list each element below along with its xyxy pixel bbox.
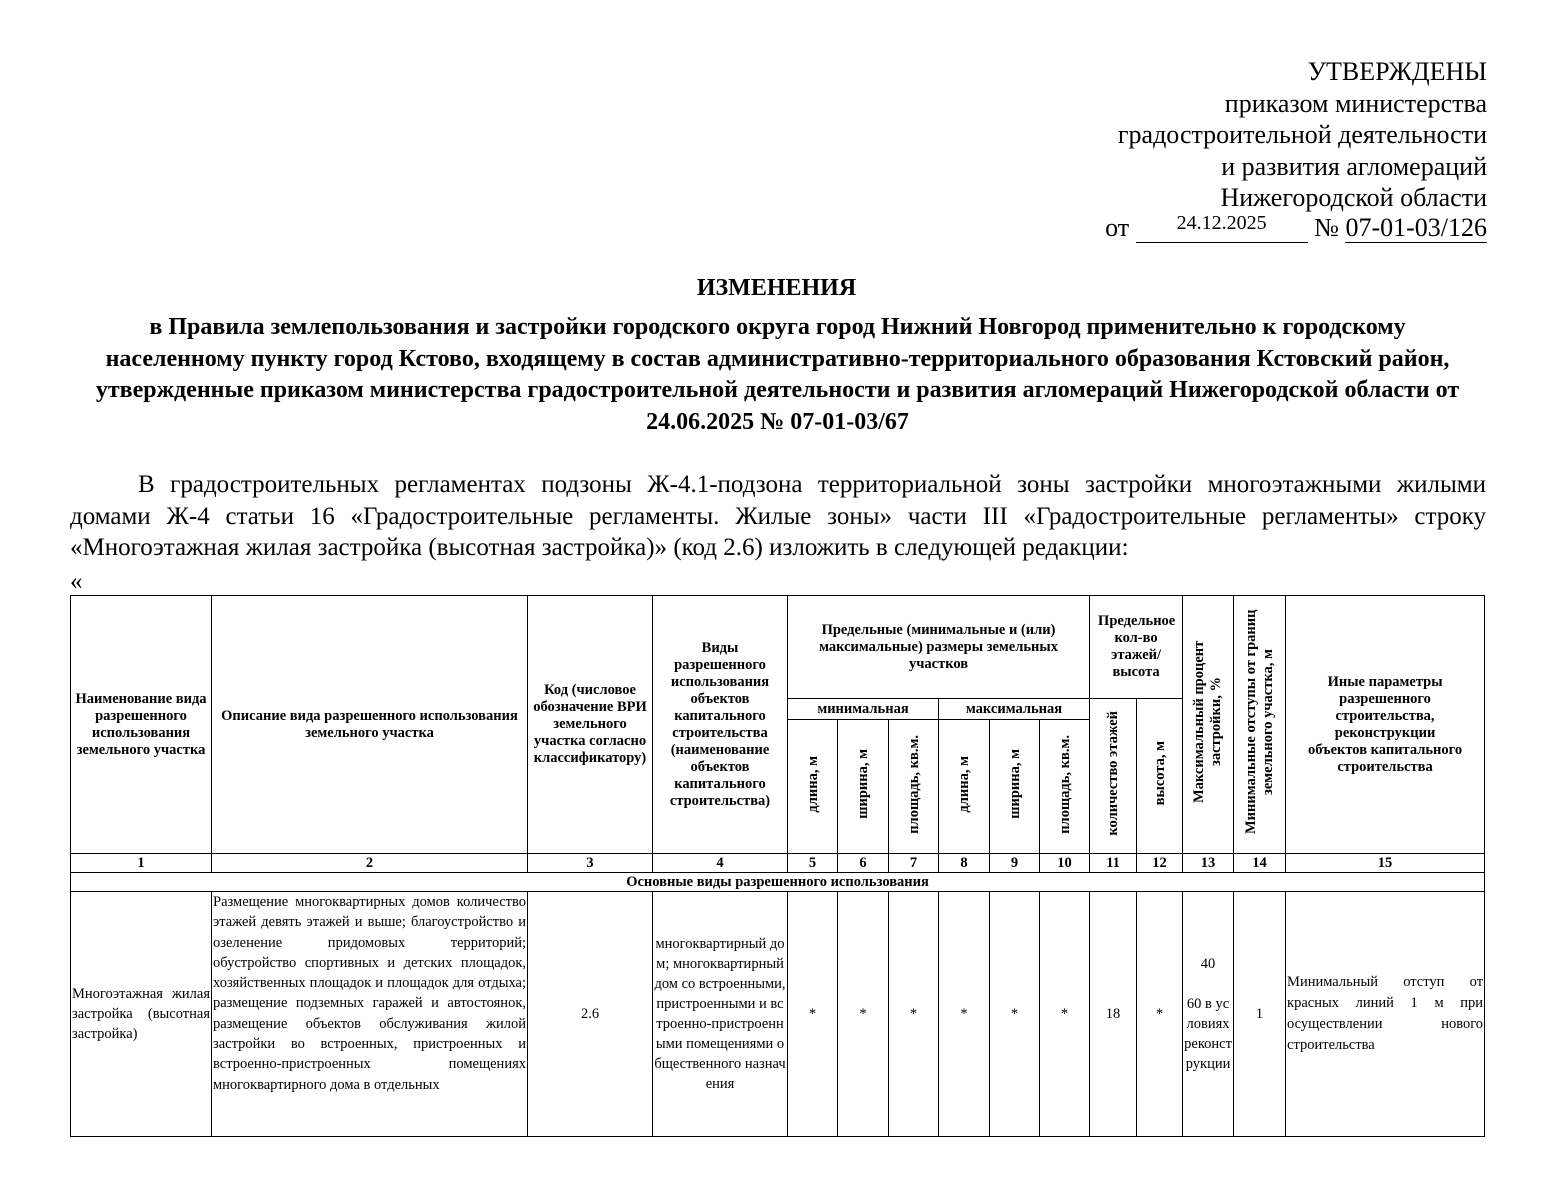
row-height: *	[1137, 892, 1183, 1137]
column-number: 10	[1040, 854, 1090, 873]
column-number: 9	[990, 854, 1040, 873]
header-other-params: Иные параметры разрешенного строительства, реконструкции объектов капитального строительства	[1286, 596, 1485, 854]
open-quote: «	[70, 568, 83, 595]
section-title: Основные виды разрешенного использования	[71, 873, 1485, 892]
row-min-area: *	[889, 892, 939, 1137]
row-max-area: *	[1040, 892, 1090, 1137]
order-reference	[1105, 212, 1487, 243]
from-label: от	[1105, 213, 1130, 242]
row-description-cell	[212, 892, 528, 1137]
row-setback: 1	[1234, 892, 1286, 1137]
column-number: 14	[1234, 854, 1286, 873]
header-height: высота, м	[1137, 699, 1183, 854]
approval-line: и развития агломераций	[1221, 151, 1487, 181]
row-min-length: *	[788, 892, 838, 1137]
column-number: 11	[1090, 854, 1137, 873]
approval-line: УТВЕРЖДЕНЫ	[1307, 57, 1487, 86]
column-number: 15	[1286, 854, 1485, 873]
column-number: 1	[71, 854, 212, 873]
column-number: 4	[653, 854, 788, 873]
row-max-length: *	[939, 892, 990, 1137]
page-title: ИЗМЕНЕНИЯ	[696, 275, 857, 301]
row-objects: многоквартирный дом; многоквартирный дом со встроенными, пристроенными и встроенно-пристроенными помещениями общественного назначения	[653, 892, 788, 1137]
column-number: 5	[788, 854, 838, 873]
column-number: 12	[1137, 854, 1183, 873]
regulations-table	[70, 595, 1485, 1137]
header-max-percent: Максимальный процент застройки, %	[1183, 596, 1234, 854]
approval-line: градостроительной деятельности	[1117, 120, 1487, 149]
row-description: Размещение многоквартирных домов количество этажей девять этажей и выше; благоустройство и озеленение придомовых территорий; обустройство спортивных и детских площадок, хозяйственных площадок и площадок для отдыха; размещение подземных гаражей и автостоянок, размещение объектов обслуживания жилой застройки во встроенных, пристроенных и встроенно-пристроенных помещениях многоквартирного дома в отдельных	[213, 894, 526, 1093]
row-name: Многоэтажная жилая застройка (высотная застройка)	[71, 892, 212, 1137]
row-max-percent	[1183, 892, 1234, 1137]
order-number: 07-01-03/126	[1345, 213, 1487, 242]
page-subtitle: в Правила землепользования и застройки городского округа город Нижний Новгород применительно к городскому населенному пункту город Кстово, входящему в состав административно-территориального образования Кстовский район, утвержденные приказом министерства градостроительной деятельности и развития агломераций Нижегородской области от 24.06.2025 № 07-01-03/67	[95, 314, 1460, 435]
approval-line: приказом министерства	[1224, 88, 1487, 118]
header-min-setbacks: Минимальные отступы от границ земельного участка, м	[1234, 596, 1286, 854]
row-code: 2.6	[528, 892, 653, 1137]
header-min-width: ширина, м	[838, 720, 889, 854]
header-description: Описание вида разрешенного использования земельного участка	[212, 596, 528, 854]
row-min-width: *	[838, 892, 889, 1137]
row-floors: 18	[1090, 892, 1137, 1137]
header-min-length: длина, м	[788, 720, 838, 854]
column-number: 13	[1183, 854, 1234, 873]
column-numbers-row	[71, 854, 1485, 873]
order-date	[1136, 212, 1308, 243]
column-number: 7	[889, 854, 939, 873]
header-max-width: ширина, м	[990, 720, 1040, 854]
row-percent-reconstruction: 60 в условиях реконструкции	[1184, 996, 1232, 1072]
approval-block	[887, 56, 1487, 214]
header-size-group: Предельные (минимальные и (или) максимальные) размеры земельных участков	[788, 596, 1090, 699]
header-code: Код (числовое обозначение ВРИ земельного участка согласно классификатору)	[528, 596, 653, 854]
header-min-area: площадь, кв.м.	[889, 720, 939, 854]
row-other-params: Минимальный отступ от красных линий 1 м при осуществлении нового строительства	[1286, 892, 1485, 1137]
header-floors-group: Предельное кол-во этажей/ высота	[1090, 596, 1183, 699]
row-percent-base: 40	[1200, 956, 1216, 972]
header-max: максимальная	[939, 699, 1090, 720]
body-paragraph: В градостроительных регламентах подзоны Ж-4.1-подзона территориальной зоны застройки многоэтажными жилыми домами Ж-4 статьи 16 «Градостроительные регламенты. Жилые зоны» части III «Градостроительные регламенты» строку «Многоэтажная жилая застройка (высотная застройка)» (код 2.6) изложить в следующей редакции:	[70, 471, 1486, 561]
header-objects: Виды разрешенного использования объектов капитального строительства (наименование объектов капитального строительства)	[653, 596, 788, 854]
number-label: №	[1314, 213, 1339, 242]
column-number: 3	[528, 854, 653, 873]
column-number: 2	[212, 854, 528, 873]
column-number: 8	[939, 854, 990, 873]
header-floors: количество этажей	[1090, 699, 1137, 854]
header-name: Наименование вида разрешенного использования земельного участка	[71, 596, 212, 854]
section-row	[71, 873, 1485, 892]
order-date-value: 24.12.2025	[1176, 212, 1267, 234]
table-row	[71, 892, 1485, 1137]
header-max-area: площадь, кв.м.	[1040, 720, 1090, 854]
header-min: минимальная	[788, 699, 939, 720]
row-max-width: *	[990, 892, 1040, 1137]
approval-line: Нижегородской области	[1220, 183, 1487, 212]
header-max-length: длина, м	[939, 720, 990, 854]
column-number: 6	[838, 854, 889, 873]
